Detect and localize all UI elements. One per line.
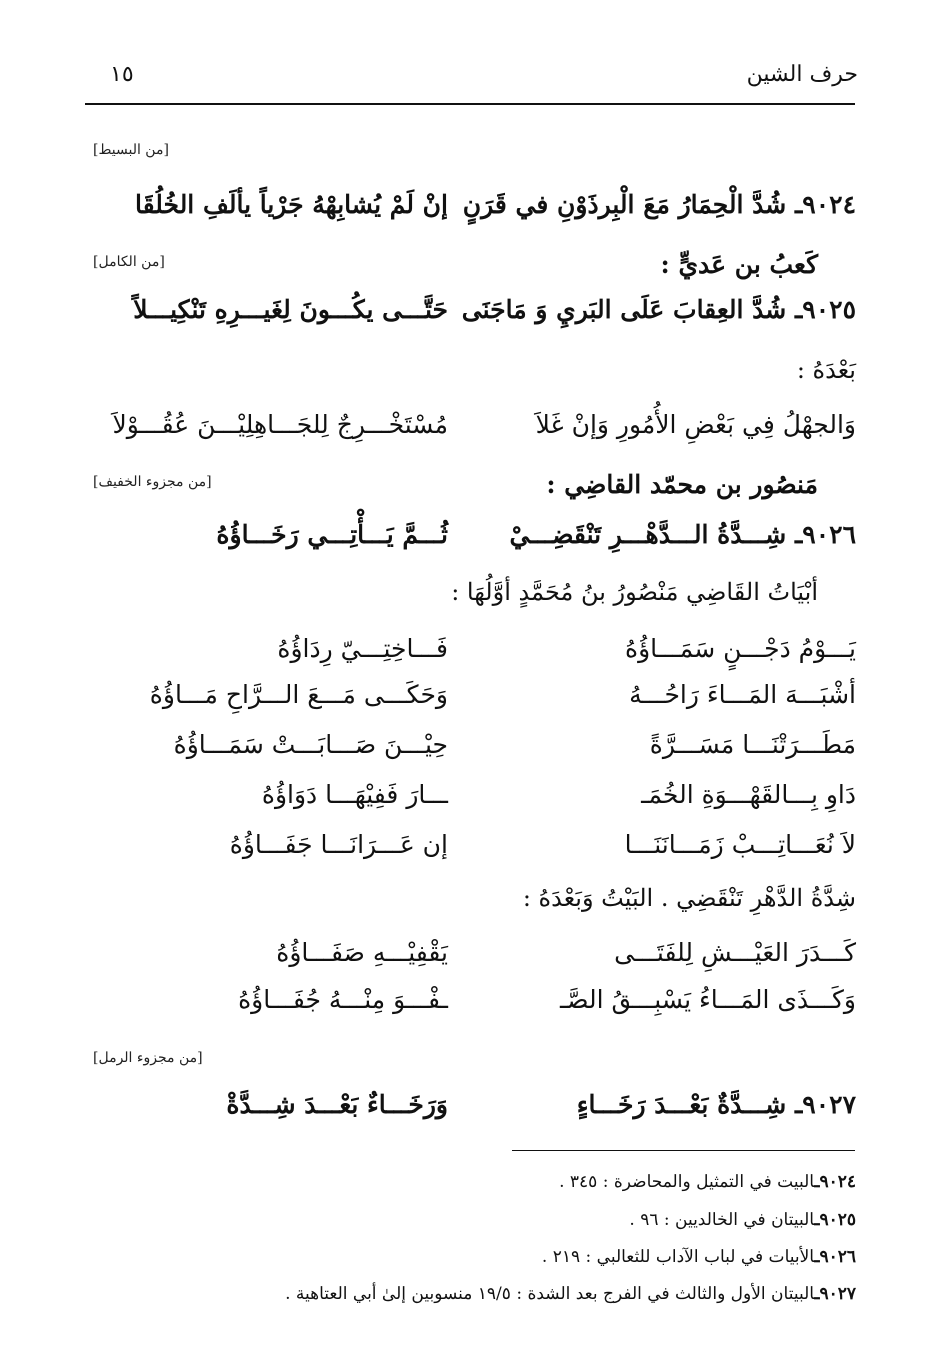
intro-text: أبْيَاتُ القَاضِي مَنْصُورُ بنُ مُحَمَّدٍ أوَّلُهَا :	[451, 578, 818, 606]
entry-number: ٩٠٢٧ـ	[794, 1090, 856, 1119]
verse-first-hemistich	[509, 520, 856, 549]
hemistich-text: شِـــدَّةُ الـــدَّهْـــرِ تَنْقَضِـــيْ	[509, 520, 787, 549]
verse-second-hemistich: وَرَخَـــاءٌ بَعْـــدَ شِـــدَّةْ	[226, 1090, 448, 1119]
page-number: ١٥	[110, 62, 134, 87]
footnote-number: ٩٠٢٥ـ	[814, 1210, 856, 1230]
footnote-text: البيتان في الخالديين : ٩٦ .	[629, 1210, 815, 1230]
verse-second-hemistich: ثُـــمَّ يَـــأْتِـــي رَخَـــاؤُهُ	[216, 520, 448, 549]
verse-second-hemistich: إنْ لَمْ يُشابِهْهُ جَرْياً يألَفِ الخُلُقَا	[135, 190, 448, 219]
verse-second-hemistich: حِيْـــنَ صَـــابَـــتْ سَمَـــاؤُهُ	[173, 730, 448, 759]
footnote-number: ٩٠٢٧ـ	[814, 1284, 856, 1304]
header-rule	[85, 103, 855, 105]
verse-first-hemistich: مَطَـــرَتْنَـــا مَسَـــرَّةً	[649, 730, 856, 759]
poet-name: كَعبُ بن عَديٍّ :	[660, 250, 818, 279]
hemistich-text: شُدَّ العِقابَ عَلَى البَريِ وَ مَاجَنَى	[461, 295, 787, 324]
footnote-number: ٩٠٢٦ـ	[814, 1247, 856, 1267]
verse-first-hemistich: لاَ نُعَـــاتِـــبْ زَمَـــانَنَـــا	[624, 830, 856, 859]
verse-second-hemistich: ـفْـــوَ مِنْـــهُ جُفَـــاؤُهُ	[238, 985, 448, 1014]
verse-second-hemistich: ـــارَ فَفِيْهَـــا دَوَاؤُهُ	[261, 780, 448, 809]
footnote	[542, 1247, 856, 1267]
verse-first-hemistich: وَالجهْلُ فِي بَعْضِ الأُمُورِ وَإنْ غَلاَ	[535, 410, 856, 439]
meter-label: [من مجزوء الرمل]	[93, 1050, 203, 1066]
verse-first-hemistich: أشْبَـــهَ المَـــاءَ رَاحُـــهُ	[629, 680, 856, 709]
meter-label: [من مجزوء الخفيف]	[93, 474, 212, 490]
footnote	[559, 1172, 856, 1192]
entry-number: ٩٠٢٦ـ	[794, 520, 856, 549]
footnote-rule	[512, 1150, 855, 1151]
chapter-title: حرف الشين	[746, 62, 858, 87]
verse-second-hemistich: يَقْفِيْـــهِ صَفَـــاؤُهُ	[276, 938, 448, 967]
verse-first-hemistich: وَكَـــذَى المَـــاءُ يَسْبِـــقُ الصَّـ	[559, 985, 856, 1014]
footnote-text: البيت في التمثيل والمحاضرة : ٣٤٥ .	[559, 1172, 815, 1192]
meter-label: [من الكامل]	[93, 254, 165, 270]
verse-first-hemistich: دَاوِ بِـــالقَهْـــوَةِ الخُمَـ	[641, 780, 856, 809]
verse-first-hemistich: كَـــدَرَ العَيْـــشِ لِلفَتَـــى	[614, 938, 856, 967]
meter-label: [من البسيط]	[93, 142, 169, 158]
verse-first-hemistich: يَـــوْمُ دَجْـــنٍ سَمَـــاؤُهُ	[625, 634, 856, 663]
hemistich-text: شُدَّ الْحِمَارُ مَعَ الْبِرذَوْنِ في قَرَنٍ	[462, 190, 787, 219]
poet-name: مَنصُور بن محمّد القاضِي :	[546, 470, 818, 499]
verse-first-hemistich	[463, 190, 856, 219]
verse-first-hemistich	[577, 1090, 856, 1119]
verse-second-hemistich: إن عَـــرَانَـــا جَفَـــاؤُهُ	[229, 830, 448, 859]
footnote	[285, 1284, 856, 1304]
footnote-number: ٩٠٢٤ـ	[814, 1172, 856, 1192]
footnote-text: البيتان الأول والثالث في الفرج بعد الشدة : ١٩/٥ منسوبين إلىٰ أبي العتاهية .	[285, 1284, 815, 1304]
verse-second-hemistich: فَـــاخِتِـــيّ رِدَاؤُهُ	[277, 634, 448, 663]
hemistich-text: شِـــدَّةٌ بَعْـــدَ رَخَـــاءٍ	[576, 1090, 787, 1119]
entry-number: ٩٠٢٤ـ	[794, 190, 856, 219]
entry-number: ٩٠٢٥ـ	[794, 295, 856, 324]
verse-second-hemistich: وَحَكَـــى مَـــعَ الـــرَّاحِ مَـــاؤُهُ	[149, 680, 448, 709]
footnote	[629, 1210, 856, 1230]
verse-second-hemistich: حَتَّـــى يكُـــونَ لِغَيـــرِهِ تَنْكِيـــلاً	[133, 295, 448, 324]
verse-second-hemistich: مُسْتَخْـــرِجٌ لِلجَـــاهِلِيْـــنَ عُقُـــوْلاَ	[112, 410, 448, 439]
intro-text: شِدَّةُ الدَّهْرِ تَنْقَضِي . البَيْتُ وَبَعْدَهُ :	[522, 884, 856, 912]
after-label: بَعْدَهُ :	[796, 356, 856, 384]
footnote-text: الأبيات في لباب الآداب للثعالبي : ٢١٩ .	[541, 1247, 815, 1267]
verse-first-hemistich	[462, 295, 856, 324]
